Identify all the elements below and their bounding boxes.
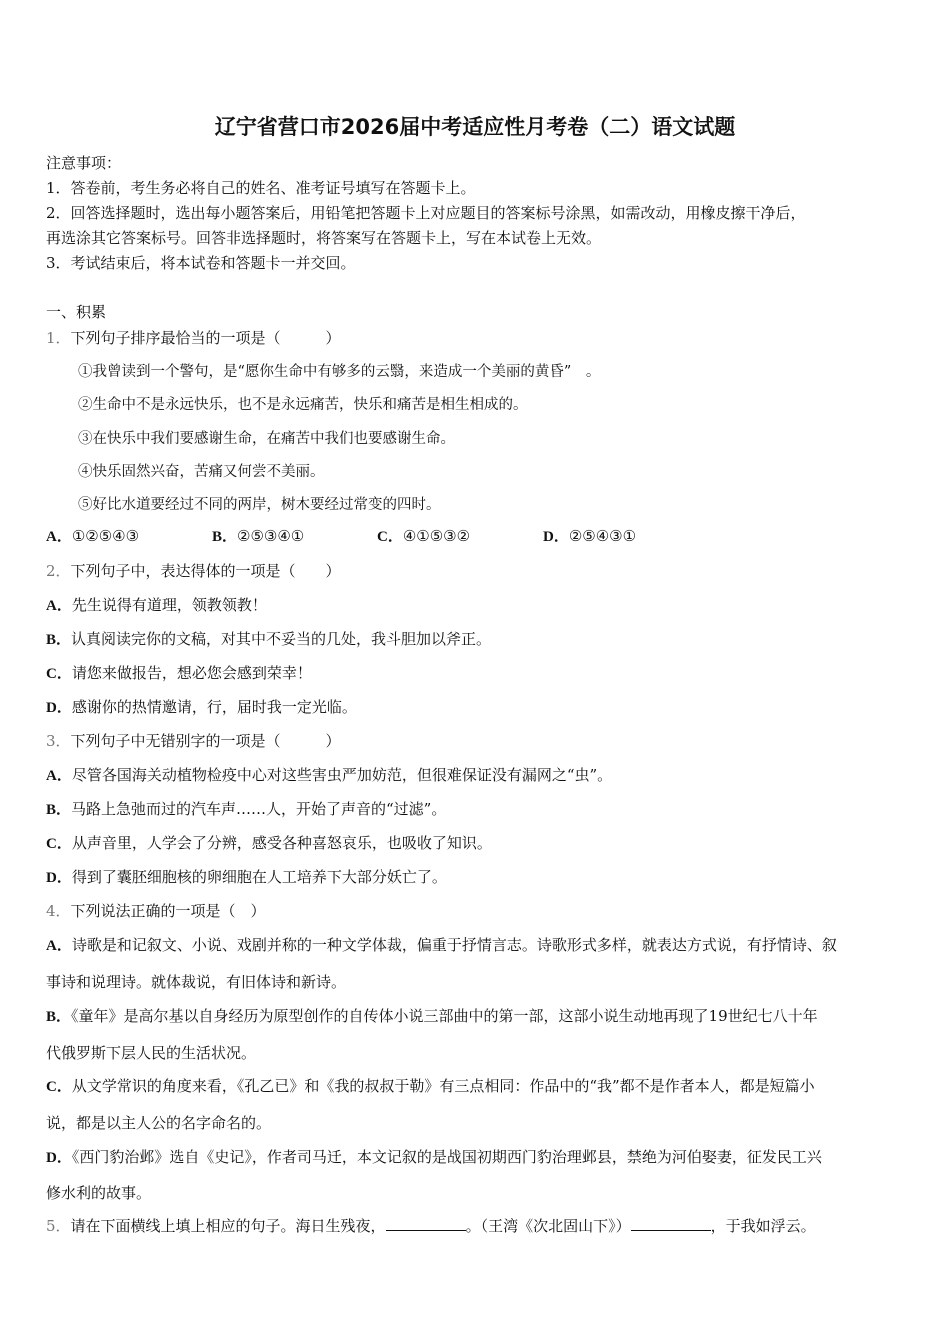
sentence-1: ①我曾读到一个警句，是“愿你生命中有够多的云翳，来造成一个美丽的黄昏” 。 [78, 364, 601, 380]
option-d[interactable]: D．得到了囊胚细胞核的卵细胞在人工培养下大部分妖亡了。 [46, 868, 447, 886]
notice-item: 1．答卷前，考生务必将自己的姓名、准考证号填写在答题卡上。 [46, 179, 476, 197]
question-number: 4． [46, 902, 71, 920]
question-4-stem [46, 900, 266, 921]
notice-item: 再选涂其它答案标号。回答非选择题时，将答案写在答题卡上，写在本试卷上无效。 [46, 229, 602, 247]
question-1-stem [46, 327, 341, 348]
option-d-continued: 修水利的故事。 [46, 1184, 152, 1202]
option-c[interactable]: C．④①⑤③② [377, 527, 471, 545]
notice-heading: 注意事项： [46, 154, 122, 172]
question-2-stem [46, 560, 341, 581]
question-text: 请在下面横线上填上相应的句子。海日生残夜， [70, 1217, 386, 1235]
question-text: 下列说法正确的一项是（ ） [70, 902, 266, 920]
option-a-continued: 事诗和说理诗。就体裁说，有旧体诗和新诗。 [46, 973, 347, 991]
section-heading: 一、积累 [46, 303, 107, 321]
question-number: 5． [46, 1217, 71, 1235]
question-5 [46, 1215, 816, 1236]
option-a[interactable]: A．诗歌是和记叙文、小说、戏剧并称的一种文学体裁，偏重于抒情言志。诗歌形式多样，就表达方式说，有抒情诗、叙 [46, 936, 837, 954]
question-number: 2． [46, 562, 71, 580]
option-c[interactable]: C．从文学常识的角度来看，《孔乙已》和《我的叔叔于勒》有三点相同：作品中的“我”都不是作者本人，都是短篇小 [46, 1077, 815, 1095]
sentence-3: ③在快乐中我们要感谢生命，在痛苦中我们也要感谢生命。 [78, 431, 455, 447]
option-b[interactable]: B．《童年》是高尔基以自身经历为原型创作的自传体小说三部曲中的第一部，这部小说生动地再现了19世纪七八十年 [46, 1007, 818, 1025]
question-text: 下列句子中无错别字的一项是（ ） [70, 732, 341, 750]
option-b[interactable]: B．马路上急弛而过的汽车声……人，开始了声音的“过滤”。 [46, 800, 447, 818]
option-c-continued: 说，都是以主人公的名字命名的。 [46, 1114, 272, 1132]
answer-blank-1[interactable] [386, 1216, 466, 1231]
question-number: 3． [46, 732, 71, 750]
option-d[interactable]: D．感谢你的热情邀请，行，届时我一定光临。 [46, 698, 357, 716]
question-text-source: 。（王湾《次北固山下》） [465, 1217, 631, 1235]
sentence-2: ②生命中不是永远快乐，也不是永远痛苦，快乐和痛苦是相生相成的。 [78, 397, 528, 413]
sentence-5: ⑤好比水道要经过不同的两岸，树木要经过常变的四时。 [78, 497, 441, 513]
option-a[interactable]: A．①②⑤④③ [46, 527, 140, 545]
notice-item: 3．考试结束后，将本试卷和答题卡一并交回。 [46, 254, 356, 272]
option-c[interactable]: C．从声音里，人学会了分辨，感受各种喜怒哀乐，也吸收了知识。 [46, 834, 492, 852]
question-text-end: ，于我如浮云。 [710, 1217, 816, 1235]
sentence-4: ④快乐固然兴奋，苦痛又何尝不美丽。 [78, 464, 325, 480]
question-text: 下列句子排序最恰当的一项是（ ） [70, 329, 341, 347]
page-title: 辽宁省营口市2026届中考适应性月考卷（二）语文试题 [214, 115, 736, 139]
answer-blank-2[interactable] [631, 1216, 711, 1231]
option-a[interactable]: A．尽管各国海关动植物检疫中心对这些害虫严加妨范，但很难保证没有漏网之“虫”。 [46, 766, 613, 784]
option-a[interactable]: A．先生说得有道理，领教领教！ [46, 596, 267, 614]
option-b[interactable]: B．②⑤③④① [212, 527, 305, 545]
option-c[interactable]: C．请您来做报告，想必您会感到荣幸！ [46, 664, 312, 682]
option-b-continued: 代俄罗斯下层人民的生活状况。 [46, 1044, 257, 1062]
question-text: 下列句子中，表达得体的一项是（ ） [70, 562, 341, 580]
notice-item: 2．回答选择题时，选出每小题答案后，用铅笔把答题卡上对应题目的答案标号涂黑，如需改动，用橡皮擦干净后， [46, 204, 806, 222]
option-d[interactable]: D．②⑤④③① [543, 527, 637, 545]
option-b[interactable]: B．认真阅读完你的文稿，对其中不妥当的几处，我斗胆加以斧正。 [46, 630, 492, 648]
question-number: 1． [46, 329, 71, 347]
option-d[interactable]: D．《西门豹治邺》选自《史记》，作者司马迁，本文记叙的是战国初期西门豹治理邺县，禁绝为河伯娶妻，征发民工兴 [46, 1148, 822, 1166]
question-3-stem [46, 730, 341, 751]
